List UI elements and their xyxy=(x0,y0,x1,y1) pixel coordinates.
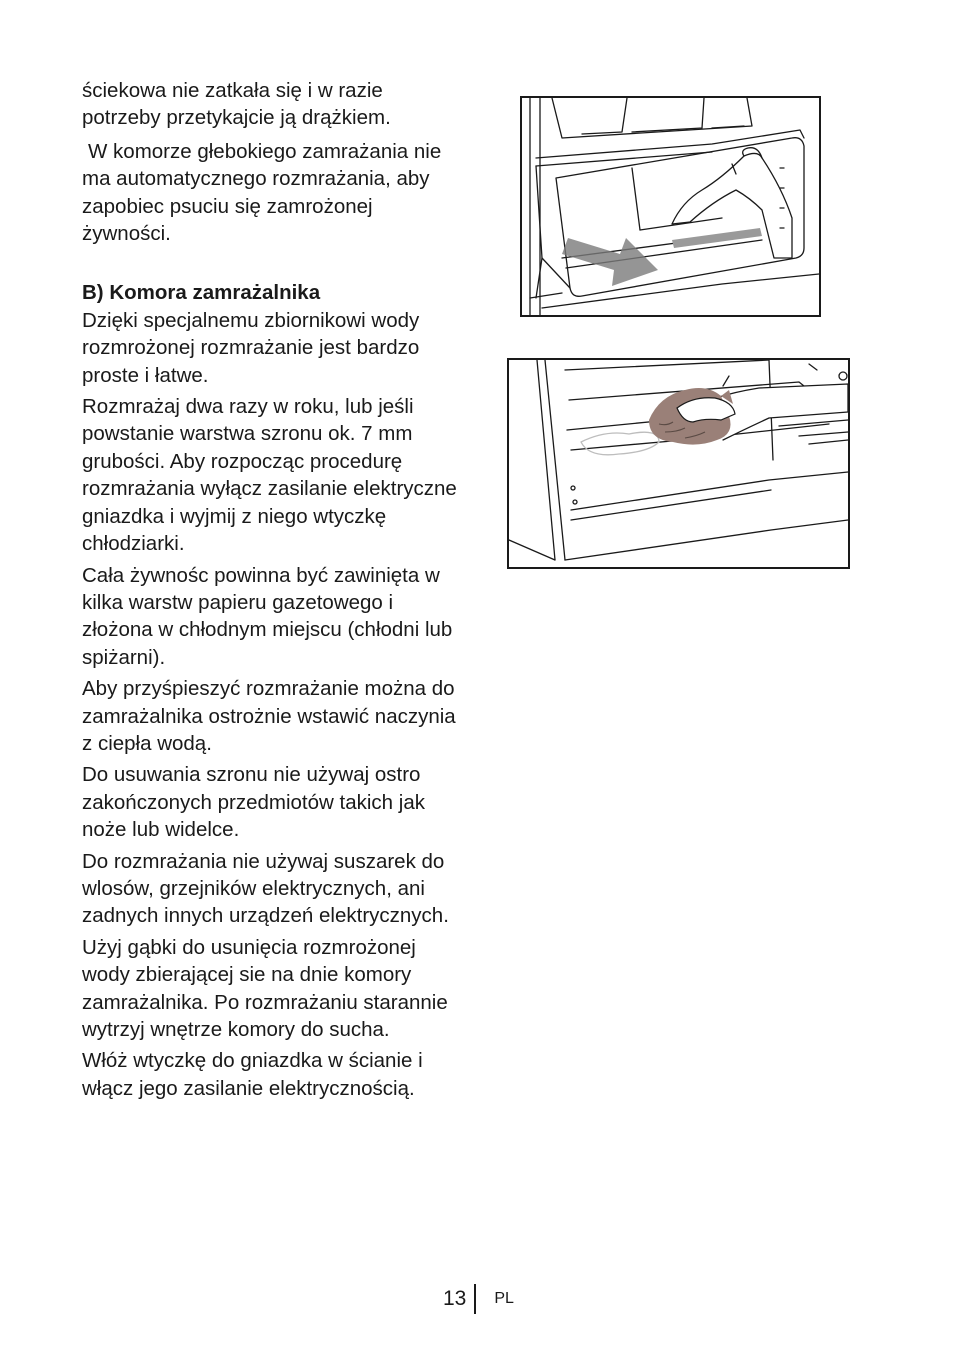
page-footer xyxy=(443,1284,514,1314)
illustration-wiping-compartment xyxy=(507,358,850,569)
wiping-compartment-drawing xyxy=(509,360,848,567)
arrow-icon xyxy=(562,238,658,286)
page-number: 13 xyxy=(443,1287,467,1310)
paragraph-deep-freeze: W komorze głebokiego zamrażania nie ma automatycznego rozmrażania, aby zapobiec psuciu się zamrożonej żywności. xyxy=(82,139,442,246)
paragraph-6: Do rozmrażania nie używaj suszarek do wlosów, grzejników elektrycznych, ani zadnych innych urządzeń elektrycznych. xyxy=(82,849,449,928)
text-column xyxy=(82,77,462,1106)
paragraph-continuation: ściekowa nie zatkała się i w razie potrzeby przetykajcie ją drążkiem. xyxy=(82,79,391,130)
drawer-removal-drawing xyxy=(522,98,819,315)
paragraph-5: Do usuwania szronu nie używaj ostro zakończonych przedmiotów takich jak noże lub widelce. xyxy=(82,763,425,842)
language-code: PL xyxy=(494,1290,514,1307)
paragraph-1: Dzięki specjalnemu zbiornikowi wody rozmrożonej rozmrażanie jest bardzo proste i łatwe. xyxy=(82,308,420,387)
section-heading: B) Komora zamrażalnika xyxy=(82,281,321,305)
illustration-drawer-removal xyxy=(520,96,821,317)
paragraph-2: Rozmrażaj dwa razy w roku, lub jeśli powstanie warstwa szronu ok. 7 mm grubości. Aby rozpocząc procedurę rozmrażania wyłącz zasilanie elektryczne gniazdka i wyjmij z niego wtyczkę chłodziarki. xyxy=(82,395,457,556)
paragraph-7: Użyj gąbki do usunięcia rozmrożonej wody zbierającej sie na dnie komory zamrażalnika. Po rozmrażaniu starannie wytrzyj wnętrze komory do sucha. xyxy=(82,935,448,1041)
paragraph-3: Cała żywnośc powinna być zawinięta w kilka warstw papieru gazetowego i złożona w chłodnym miejscu (chłodni lub spiżarni). xyxy=(82,563,453,669)
paragraph-4: Aby przyśpieszyć rozmrażanie można do zamrażalnika ostrożnie wstawić naczynia z ciepła wodą. xyxy=(82,677,456,755)
paragraph-8: Włóż wtyczkę do gniazdka w ścianie i włącz jego zasilanie elektrycznością. xyxy=(82,1049,423,1100)
